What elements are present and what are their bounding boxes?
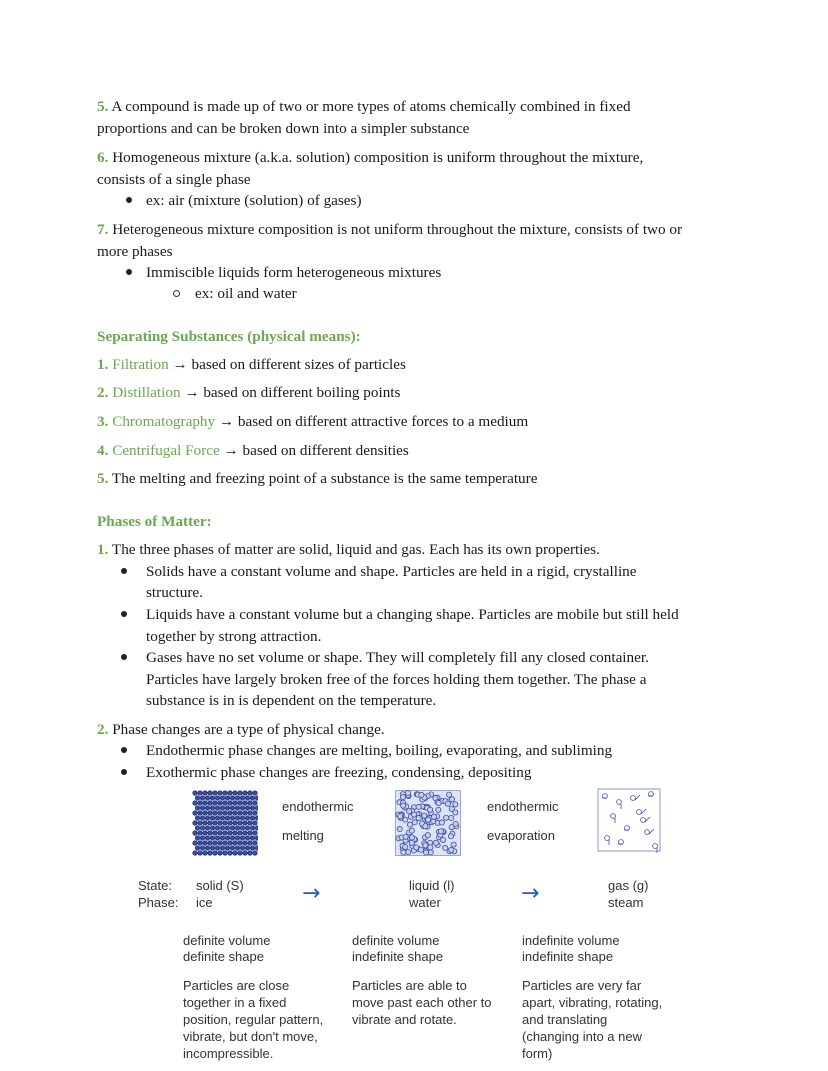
particle — [235, 826, 239, 830]
particle — [245, 846, 249, 850]
particle — [230, 806, 234, 810]
particle — [205, 826, 209, 830]
separating-item: 1. Filtration → based on different sizes of particles — [97, 356, 406, 373]
bullet — [126, 269, 132, 275]
gases-line-1: Gases have no set volume or shape. They will completely fill any closed container. — [146, 649, 649, 666]
particle — [233, 831, 237, 835]
right-arrow-icon: → — [521, 881, 540, 906]
particle — [409, 835, 414, 840]
particle — [253, 831, 257, 835]
particle — [416, 804, 421, 809]
endothermic-changes: Endothermic phase changes are melting, boiling, evaporating, and subliming — [146, 742, 613, 759]
gas-property: indefinite shape — [522, 949, 614, 964]
particle — [203, 821, 207, 825]
particle — [193, 801, 197, 805]
particle — [240, 816, 244, 820]
particle — [208, 791, 212, 795]
separating-item: 3. Chromatography → based on different attractive forces to a medium — [97, 413, 529, 430]
particle — [653, 844, 658, 849]
particle — [253, 841, 257, 845]
particle — [445, 801, 450, 806]
particle — [198, 801, 202, 805]
particle — [238, 821, 242, 825]
particle — [617, 800, 622, 805]
particle — [230, 836, 234, 840]
particle — [243, 811, 247, 815]
particle — [434, 840, 439, 845]
exothermic-changes: Exothermic phase changes are freezing, condensing, depositing — [146, 764, 532, 781]
particle — [423, 850, 428, 855]
particle — [248, 811, 252, 815]
particle — [223, 821, 227, 825]
particle — [223, 791, 227, 795]
particle — [213, 851, 217, 855]
particle — [245, 826, 249, 830]
particle — [213, 821, 217, 825]
particle — [240, 836, 244, 840]
particle — [250, 796, 254, 800]
particle — [453, 802, 458, 807]
sub-bullet — [173, 290, 180, 297]
particle — [200, 806, 204, 810]
particle — [225, 826, 229, 830]
particle — [407, 822, 412, 827]
particle — [230, 846, 234, 850]
particle — [243, 821, 247, 825]
particle — [220, 816, 224, 820]
particle — [220, 836, 224, 840]
particle — [238, 801, 242, 805]
particle — [255, 836, 258, 840]
particle — [193, 851, 197, 855]
particle — [238, 791, 242, 795]
particle — [208, 841, 212, 845]
particle — [218, 831, 222, 835]
particle — [220, 806, 224, 810]
particle — [193, 841, 197, 845]
particle — [419, 792, 424, 797]
solid-particles-illustration — [192, 790, 258, 856]
particle — [218, 851, 222, 855]
particle — [213, 831, 217, 835]
particle — [397, 826, 402, 831]
particle — [248, 821, 252, 825]
particle — [439, 820, 444, 825]
particle — [225, 816, 229, 820]
particle — [250, 836, 254, 840]
particle — [248, 831, 252, 835]
particle — [193, 811, 197, 815]
gas-description: form) — [522, 1046, 553, 1061]
particle — [230, 826, 234, 830]
particle — [248, 841, 252, 845]
particle — [203, 791, 207, 795]
liquid-property: indefinite shape — [352, 949, 444, 964]
bullet — [121, 654, 127, 660]
transition-1-type: endothermic — [282, 799, 354, 814]
particle — [238, 851, 242, 855]
bullet — [121, 568, 127, 574]
bullet — [121, 611, 127, 617]
transition-2-type: endothermic — [487, 799, 559, 814]
particle — [423, 824, 428, 829]
liquid-state: liquid (l) — [409, 878, 455, 893]
particle — [210, 816, 214, 820]
particle — [205, 846, 209, 850]
particle — [233, 811, 237, 815]
particle — [250, 846, 254, 850]
particle — [250, 826, 254, 830]
particle — [218, 811, 222, 815]
particle — [210, 806, 214, 810]
particle — [449, 815, 454, 820]
particle — [400, 795, 405, 800]
particle — [215, 806, 219, 810]
particle — [228, 791, 232, 795]
particle — [407, 809, 412, 814]
particle — [245, 796, 249, 800]
particle — [438, 829, 443, 834]
particle — [230, 816, 234, 820]
gas-description: (changing into a new — [522, 1029, 642, 1044]
particle — [255, 796, 258, 800]
particle — [243, 801, 247, 805]
particle — [443, 845, 448, 850]
gas-description: and translating — [522, 1012, 608, 1027]
solid-state: solid (S) — [196, 878, 244, 893]
particle — [233, 851, 237, 855]
particle — [245, 816, 249, 820]
particle — [220, 846, 224, 850]
particle — [210, 796, 214, 800]
particle — [428, 845, 433, 850]
particle — [195, 796, 199, 800]
particle — [225, 836, 229, 840]
particle — [193, 791, 197, 795]
solids-line-2: structure. — [146, 584, 203, 601]
particle — [195, 826, 199, 830]
particle — [406, 850, 411, 855]
particle — [225, 846, 229, 850]
particle — [235, 806, 239, 810]
particle — [250, 816, 254, 820]
particle — [215, 846, 219, 850]
particle — [193, 831, 197, 835]
particle — [423, 843, 428, 848]
phases-item-1: 1. The three phases of matter are solid, liquid and gas. Each has its own properties. — [97, 541, 600, 558]
solid-property: definite shape — [183, 949, 264, 964]
particle — [228, 801, 232, 805]
particle — [208, 821, 212, 825]
particle — [250, 806, 254, 810]
particle — [213, 841, 217, 845]
liquid-description: Particles are able to — [352, 978, 467, 993]
bullet — [126, 197, 132, 203]
particle — [198, 821, 202, 825]
particle — [403, 834, 408, 839]
particle — [225, 806, 229, 810]
phase-label: Phase: — [138, 895, 179, 910]
particle — [425, 833, 430, 838]
particle — [449, 806, 454, 811]
particle — [243, 841, 247, 845]
gas-property: indefinite volume — [522, 933, 620, 948]
particle — [205, 836, 209, 840]
particle — [193, 821, 197, 825]
particle — [248, 851, 252, 855]
solids-line-1: Solids have a constant volume and shape. Particles are held in a rigid, crystalline — [146, 563, 637, 580]
gases-line-2: Particles have largely broken free of the forces holding them together. The phase a — [146, 671, 647, 688]
gases-line-3: substance is in is dependent on the temperature. — [146, 692, 437, 709]
particle — [203, 801, 207, 805]
separating-heading: Separating Substances (physical means): — [97, 328, 361, 345]
particle — [198, 811, 202, 815]
particle — [255, 846, 258, 850]
particle — [243, 831, 247, 835]
particle — [235, 836, 239, 840]
particle — [203, 831, 207, 835]
oil-water-example: ex: oil and water — [195, 285, 297, 302]
particle — [446, 792, 451, 797]
solid-description: together in a fixed — [183, 995, 287, 1010]
solid-description: vibrate, but don't move, — [183, 1029, 318, 1044]
particle — [398, 814, 403, 819]
particle — [213, 811, 217, 815]
particle — [253, 851, 257, 855]
particle — [448, 834, 453, 839]
particle — [195, 816, 199, 820]
solid-description: position, regular pattern, — [183, 1012, 324, 1027]
separating-item: 2. Distillation → based on different boiling points — [97, 384, 401, 401]
compound-line-1: 5. A compound is made up of two or more types of atoms chemically combined in fixed — [97, 98, 631, 115]
transition-1-name: melting — [282, 828, 324, 843]
particle — [240, 826, 244, 830]
particle — [195, 846, 199, 850]
particle — [198, 791, 202, 795]
particle — [631, 796, 636, 801]
liquids-line-1: Liquids have a constant volume but a changing shape. Particles are mobile but still held — [146, 606, 679, 623]
phases-heading: Phases of Matter: — [97, 513, 212, 530]
particle — [426, 817, 431, 822]
particle — [210, 826, 214, 830]
particle — [223, 801, 227, 805]
particle — [195, 806, 199, 810]
particle — [195, 836, 199, 840]
particle — [228, 821, 232, 825]
particle — [436, 807, 441, 812]
immiscible-liquids: Immiscible liquids form heterogeneous mixtures — [146, 264, 442, 281]
particle — [225, 796, 229, 800]
particle — [215, 816, 219, 820]
particle — [203, 811, 207, 815]
particle — [240, 806, 244, 810]
particle — [235, 816, 239, 820]
homogeneous-example: ex: air (mixture (solution) of gases) — [146, 192, 362, 209]
particle — [223, 831, 227, 835]
particle — [243, 851, 247, 855]
particle — [245, 836, 249, 840]
solid-property: definite volume — [183, 933, 271, 948]
particle — [200, 846, 204, 850]
particle — [641, 818, 646, 823]
particle — [233, 791, 237, 795]
particle — [253, 811, 257, 815]
particle — [213, 801, 217, 805]
bullet — [121, 747, 127, 753]
particle — [240, 796, 244, 800]
particle — [200, 796, 204, 800]
particle — [220, 826, 224, 830]
particle — [444, 815, 449, 820]
particle — [248, 791, 252, 795]
particle — [223, 841, 227, 845]
particle — [233, 821, 237, 825]
particle — [238, 831, 242, 835]
particle — [198, 851, 202, 855]
particle — [238, 811, 242, 815]
container-box — [598, 789, 660, 851]
particle — [253, 791, 257, 795]
liquid-particles-illustration — [395, 790, 461, 856]
particle — [208, 811, 212, 815]
particle — [215, 826, 219, 830]
particle — [203, 851, 207, 855]
solid-phase: ice — [196, 895, 213, 910]
particle — [228, 851, 232, 855]
particle — [405, 790, 410, 795]
particle — [200, 826, 204, 830]
particle — [403, 844, 408, 849]
particle — [213, 791, 217, 795]
particle — [645, 830, 650, 835]
gas-description: Particles are very far — [522, 978, 642, 993]
particle — [416, 815, 421, 820]
particle — [255, 806, 258, 810]
compound-line-2: proportions and can be broken down into a simpler substance — [97, 120, 470, 137]
particle — [238, 841, 242, 845]
heterogeneous-line-2: more phases — [97, 243, 173, 260]
particle — [449, 847, 454, 852]
transition-2-name: evaporation — [487, 828, 555, 843]
particle — [228, 841, 232, 845]
particle — [198, 831, 202, 835]
particle — [215, 836, 219, 840]
liquid-description: vibrate and rotate. — [352, 1012, 457, 1027]
particle — [208, 801, 212, 805]
particle — [228, 811, 232, 815]
separating-item: 4. Centrifugal Force → based on different densities — [97, 442, 409, 459]
homogeneous-line-2: consists of a single phase — [97, 171, 251, 188]
particle — [235, 846, 239, 850]
liquid-phase: water — [409, 895, 441, 910]
liquid-description: move past each other to — [352, 995, 492, 1010]
particle — [218, 841, 222, 845]
particle — [210, 836, 214, 840]
liquid-property: definite volume — [352, 933, 440, 948]
particle — [255, 816, 258, 820]
particle — [253, 821, 257, 825]
particle — [200, 836, 204, 840]
particle — [428, 807, 433, 812]
particle — [253, 801, 257, 805]
particle — [255, 826, 258, 830]
solid-description: Particles are close — [183, 978, 290, 993]
particle — [223, 851, 227, 855]
particle — [218, 821, 222, 825]
particle — [401, 803, 406, 808]
particle — [240, 846, 244, 850]
gas-description: apart, vibrating, rotating, — [522, 995, 663, 1010]
particle — [449, 825, 454, 830]
particle — [200, 816, 204, 820]
separating-item: 5. The melting and freezing point of a substance is the same temperature — [97, 470, 538, 487]
particle — [248, 801, 252, 805]
particle — [401, 850, 406, 855]
particle — [218, 791, 222, 795]
particle — [203, 841, 207, 845]
particle — [210, 846, 214, 850]
particle — [411, 812, 416, 817]
particle — [418, 847, 423, 852]
particle — [611, 814, 616, 819]
particle — [409, 828, 414, 833]
particle — [436, 801, 441, 806]
homogeneous-line-1: 6. Homogeneous mixture (a.k.a. solution) composition is uniform throughout the mixture, — [97, 149, 644, 166]
gas-phase: steam — [608, 895, 644, 910]
particle — [451, 842, 456, 847]
particle — [208, 831, 212, 835]
particle — [208, 851, 212, 855]
particle — [431, 814, 436, 819]
liquids-line-2: together by strong attraction. — [146, 628, 322, 645]
state-label: State: — [138, 878, 172, 893]
particle — [220, 796, 224, 800]
particle — [205, 806, 209, 810]
solid-description: incompressible. — [183, 1046, 274, 1061]
particle — [233, 841, 237, 845]
particle — [218, 801, 222, 805]
particle — [605, 836, 610, 841]
particle — [440, 837, 445, 842]
particle — [230, 796, 234, 800]
particle — [409, 840, 414, 845]
particle — [637, 810, 642, 815]
phases-item-2: 2. Phase changes are a type of physical change. — [97, 721, 385, 738]
particle — [235, 796, 239, 800]
particle — [228, 831, 232, 835]
gas-particles-illustration — [597, 788, 663, 854]
particle — [205, 796, 209, 800]
particle — [243, 791, 247, 795]
particle — [223, 811, 227, 815]
gas-state: gas (g) — [608, 878, 649, 893]
particle — [215, 796, 219, 800]
heterogeneous-line-1: 7. Heterogeneous mixture composition is not uniform throughout the mixture, consists of two or — [97, 221, 683, 238]
particle — [198, 841, 202, 845]
particle — [205, 816, 209, 820]
right-arrow-icon: → — [302, 881, 321, 906]
particle — [245, 806, 249, 810]
particle — [233, 801, 237, 805]
bullet — [121, 769, 127, 775]
